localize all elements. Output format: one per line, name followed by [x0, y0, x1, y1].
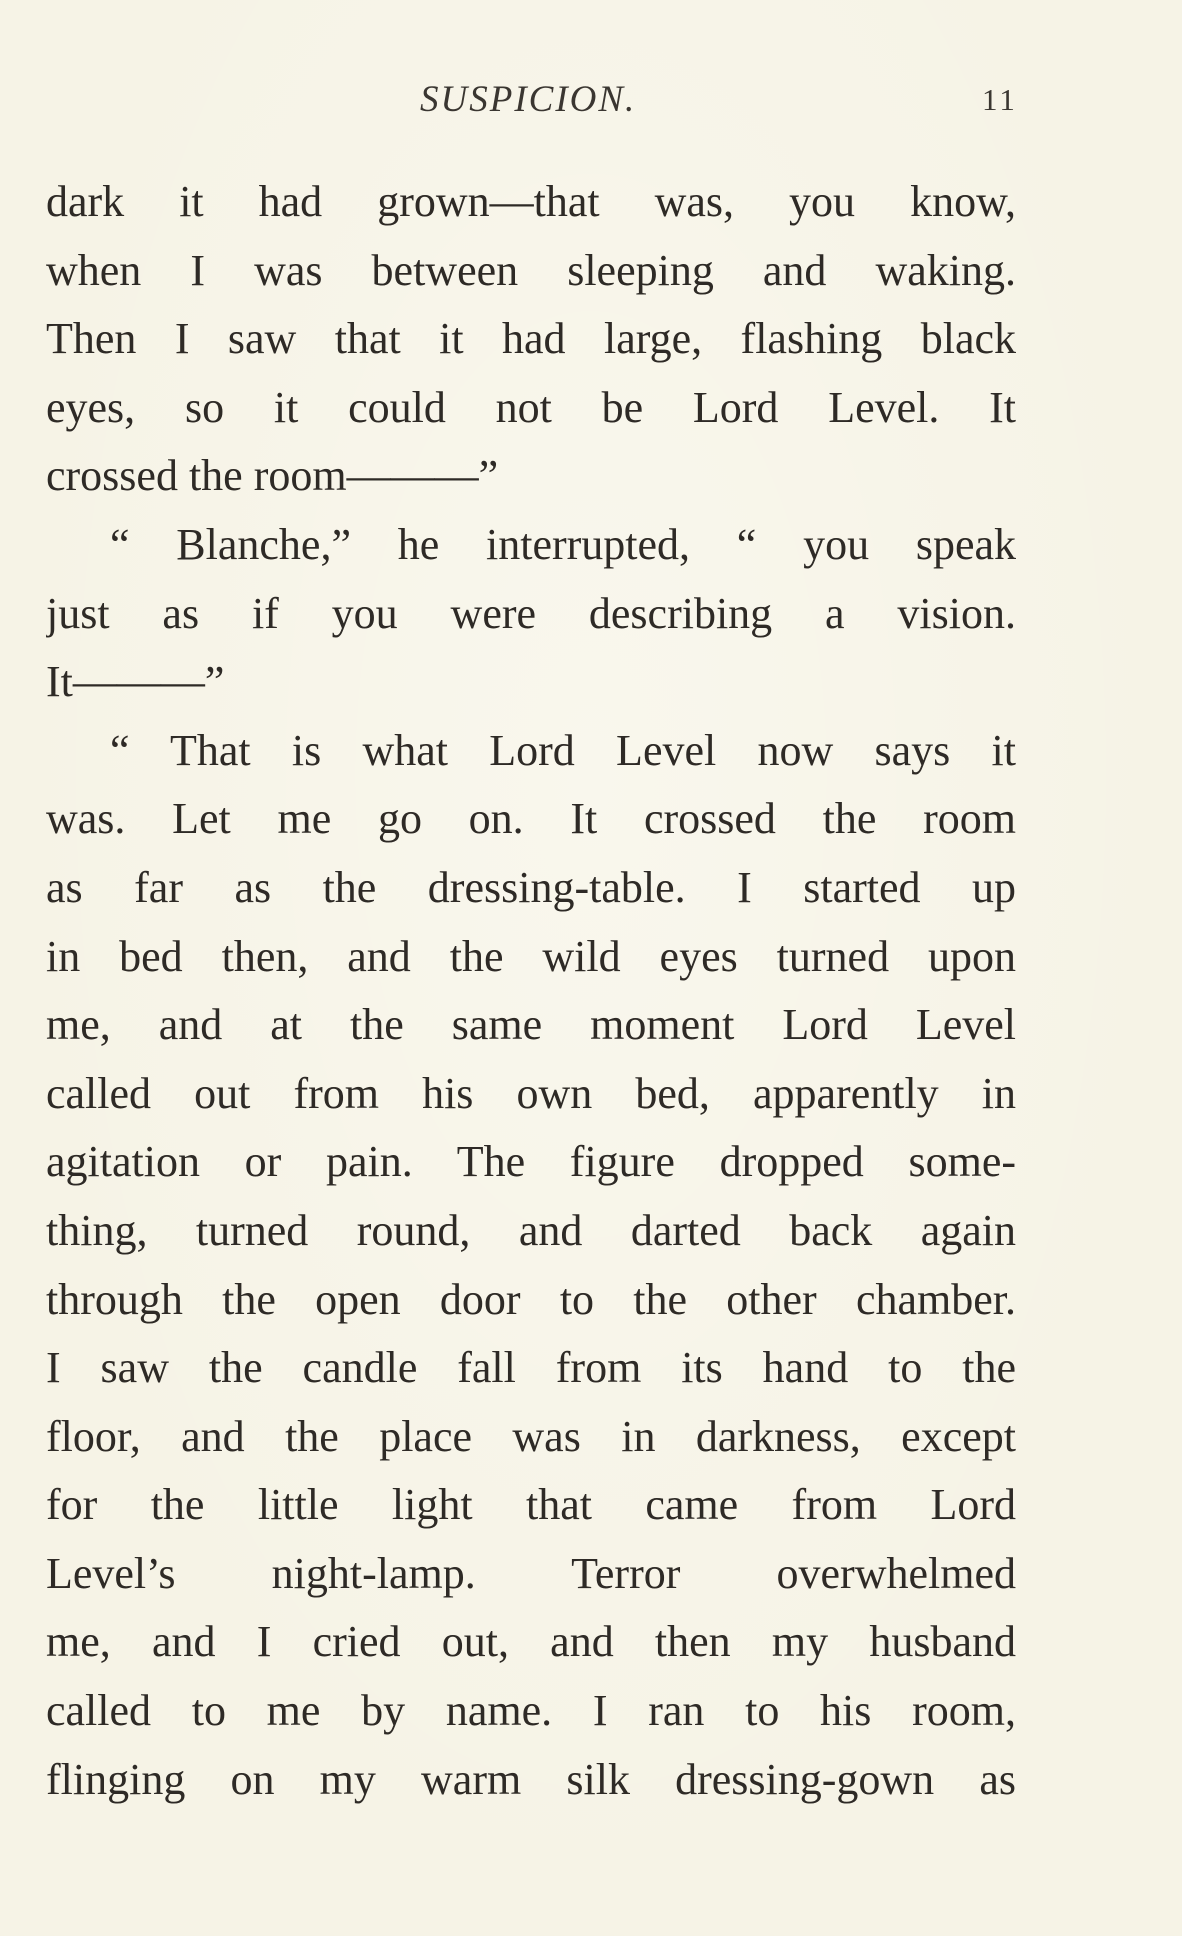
- text-line: floor, and the place was in darkness, except: [46, 1411, 1016, 1461]
- text-line: in bed then, and the wild eyes turned upon: [46, 931, 1016, 981]
- text-line: for the little light that came from Lord: [46, 1480, 1016, 1530]
- text-line: called to me by name. I ran to his room,: [46, 1686, 1016, 1736]
- text-line: flinging on my warm silk dressing-gown as: [46, 1754, 1016, 1804]
- text-line: me, and at the same moment Lord Level: [46, 1000, 1016, 1050]
- page-number: 11: [982, 82, 1018, 117]
- paragraph-first-line: “ Blanche,” he interrupted, “ you speak: [110, 519, 1016, 569]
- text-line: Then I saw that it had large, flashing black: [46, 314, 1016, 364]
- text-line: as far as the dressing-table. I started up: [46, 862, 1016, 912]
- text-line: It———”: [46, 657, 225, 707]
- text-line: crossed the room———”: [46, 451, 499, 501]
- body-text: [46, 168, 1016, 1814]
- text-line: when I was between sleeping and waking.: [46, 245, 1016, 295]
- text-line: dark it had grown—that was, you know,: [46, 177, 1016, 226]
- running-title: SUSPICION.: [420, 79, 637, 120]
- text-line: I saw the candle fall from its hand to the: [46, 1343, 1016, 1393]
- text-line: thing, turned round, and darted back again: [46, 1205, 1016, 1255]
- text-line: through the open door to the other chamber.: [46, 1274, 1016, 1324]
- text-line: eyes, so it could not be Lord Level. It: [46, 382, 1016, 432]
- running-head: [0, 78, 1182, 128]
- text-line: called out from his own bed, apparently in: [46, 1068, 1016, 1118]
- text-line: just as if you were describing a vision.: [46, 588, 1016, 638]
- text-line: me, and I cried out, and then my husband: [46, 1617, 1016, 1667]
- paragraph-first-line: “ That is what Lord Level now says it: [110, 725, 1016, 775]
- text-line: was. Let me go on. It crossed the room: [46, 794, 1016, 844]
- text-line: agitation or pain. The figure dropped some-: [46, 1137, 1016, 1187]
- text-line: Level’s night-lamp. Terror overwhelmed: [46, 1548, 1016, 1598]
